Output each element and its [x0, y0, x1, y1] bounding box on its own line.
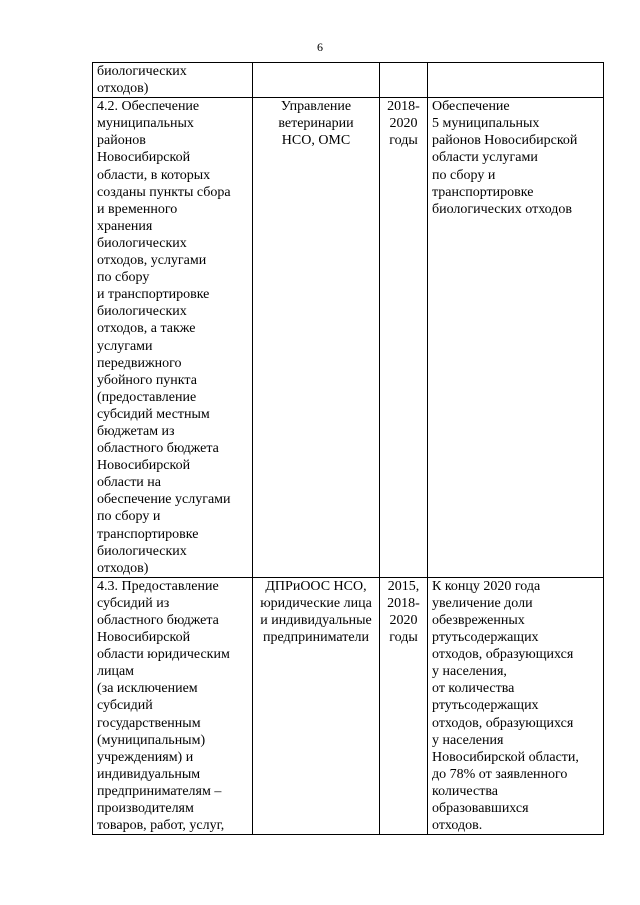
table-row [93, 63, 604, 98]
executor-cell [253, 63, 380, 98]
period-cell: 2018- 2020 годы [380, 98, 428, 578]
measure-cell: биологических отходов) [93, 63, 253, 98]
page-number: 6 [317, 40, 323, 54]
result-cell: Обеспечение 5 муниципальных районов Новосибирской области услугами по сбору и транспортировке биологических отходов [428, 98, 604, 578]
table-row [93, 98, 604, 578]
measure-cell: 4.2. Обеспечение муниципальных районов Новосибирской области, в которых созданы пункты сбора и временного хранения биологических отходов, услугами по сбору и транспортировке биологических отходов, а также услугами передвижного убойного пункта (предоставление субсидий местным бюджетам из областного бюджета Новосибирской области на обеспечение услугами по сбору и транспортировке биологических отходов) [93, 98, 253, 578]
result-cell: К концу 2020 года увеличение доли обезвреженных ртутьсодержащих отходов, образующихся у населения, от количества ртутьсодержащих отходов, образующихся у населения Новосибирской области, до 78% от заявленного количества образовавшихся отходов. [428, 577, 604, 834]
measures-table [92, 62, 604, 835]
executor-cell: Управление ветеринарии НСО, ОМС [253, 98, 380, 578]
period-cell [380, 63, 428, 98]
executor-cell: ДПРиООС НСО, юридические лица и индивидуальные предприниматели [253, 577, 380, 834]
period-cell: 2015, 2018- 2020 годы [380, 577, 428, 834]
measure-cell: 4.3. Предоставление субсидий из областного бюджета Новосибирской области юридическим лицам (за исключением субсидий государственным (муниципальным) учреждениям) и индивидуальным предпринимателям – производителям товаров, работ, услуг, [93, 577, 253, 834]
result-cell [428, 63, 604, 98]
table-row [93, 577, 604, 834]
